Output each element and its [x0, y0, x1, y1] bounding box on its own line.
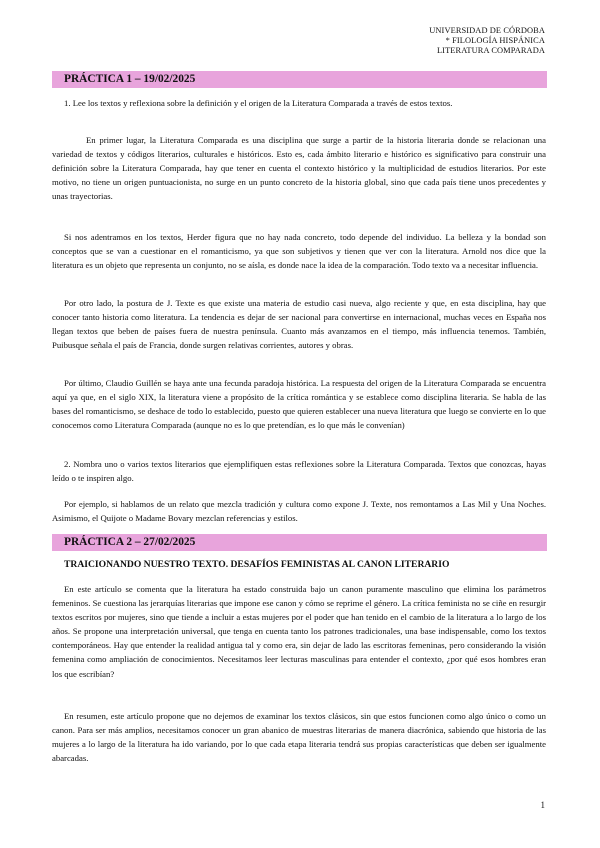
- practica-2-paragraph-2: En resumen, este artículo propone que no dejemos de examinar los textos clásicos, sin que estos funcionen como algo único o como un canon. Para ser más amplios, necesitamos conocer un gran abanico de muestras literarias de manera diacrónica, sabiendo que historia de las mujeres a lo largo de la literatura ha ido variando, por lo que cada etapa literaria tendrá sus propias características que deben ser igualmente abarcadas.: [52, 711, 546, 764]
- article-title: TRAICIONANDO NUESTRO TEXTO. DESAFÍOS FEMINISTAS AL CANON LITERARIO: [64, 559, 450, 570]
- practica-1-paragraph-1: En primer lugar, la Literatura Comparada es una disciplina que surge a partir de la historia literaria donde se relacionan una variedad de textos y códigos literarios, culturales e históricos. Esto es, cada ámbito literario e histórico es significativo para construir una definición sobre la Literatura Comparada, hay que tener en cuenta el contexto histórico y la multiplicidad de estudios literarios. Por este motivo, no tiene un origen puntuacionista, no surge en un punto concreto de la historia global, sino que cada país tiene unos precedentes y unas trayectorias.: [52, 135, 546, 202]
- page-number: 1: [540, 800, 545, 810]
- header-department: * FILOLOGÍA HISPÁNICA: [445, 36, 545, 45]
- practica-1-heading: PRÁCTICA 1 – 19/02/2025: [52, 71, 547, 88]
- document-header: [429, 26, 545, 56]
- practica-2-paragraph-1: En este artículo se comenta que la literatura ha estado construida bajo un canon puramente masculino que elimina los parámetros femeninos. Se cuestiona las jerarquías literarias que impone ese canon y cómo se reprime el género. La crítica feminista no se ciñe en resurgir textos escritos por mujeres, sino que tiende a incluir a estas mujeres por el poder que han tenido en el cambio de la literatura a lo largo de los años. Se propone una interpretación universal, que tenga en cuenta tanto los patrones tradicionales, una base indispensable, como los textos contemporáneos. Hay que entender la realidad antigua tal y como era, sin dejar de lado las escritoras femeninas, pero considerando la visión femenina como ampliación de conocimientos. Necesitamos leer lecturas masculinas para entender el contexto, ¿por qué esos hombres eran los que escribían?: [52, 584, 546, 679]
- practica-2-heading: PRÁCTICA 2 – 27/02/2025: [52, 534, 547, 551]
- practica-1-paragraph-4: Por último, Claudio Guillén se haya ante una fecunda paradoja histórica. La respuesta del origen de la Literatura Comparada se encuentra aquí ya que, en el siglo XIX, la literatura viene a propósito de la crítica romántica y se establece como disciplina literaria. Se habla de las bases del romanticismo, se deshace de todo lo establecido, puesto que quieren establecer una nueva literatura que luego se convierte en lo que conocemos como Literatura Comparada (aunque no es lo que pretendían, es lo que más le convenían): [52, 378, 546, 431]
- question-2: 2. Nombra uno o varios textos literarios que ejemplifiquen estas reflexiones sobre la Literatura Comparada. Textos que conozcas, hayas leído o te inspiren algo.: [52, 459, 546, 484]
- header-university: UNIVERSIDAD DE CÓRDOBA: [429, 26, 545, 35]
- practica-1-paragraph-5: Por ejemplo, si hablamos de un relato que mezcla tradición y cultura como expone J. Texte, nos remontamos a Las Mil y Una Noches. Asimismo, el Quijote o Madame Bovary mezclan referencias y estilos.: [52, 499, 546, 524]
- question-1: 1. Lee los textos y reflexiona sobre la definición y el origen de la Literatura Comparada a través de estos textos.: [64, 98, 453, 108]
- header-course: LITERATURA COMPARADA: [436, 46, 545, 55]
- practica-1-paragraph-3: Por otro lado, la postura de J. Texte es que existe una materia de estudio casi nueva, algo reciente y que, en esta disciplina, hay que conocer tanto historia como literatura. La tendencia es dejar de ser nacional para convertirse en internacional, muchas veces en España nos llegan textos que beben de países fuera de nuestra península. Cuanto más avanzamos en el tiempo, más influencia tenemos. También, Puibusque señala el país de Francia, donde surgen relativas corrientes, autores y obras.: [52, 298, 546, 351]
- practica-1-paragraph-2: Si nos adentramos en los textos, Herder figura que no hay nada concreto, todo depende del individuo. La belleza y la bondad son conceptos que se van a cuestionar en el romanticismo, ya que son subjetivos y tienen que ver con la literatura. Arnold nos dice que la literatura es un objeto que representa un conjunto, no se aísla, es donde nace la idea de la comparación. Todo texto va a necesitar influencia.: [52, 232, 546, 271]
